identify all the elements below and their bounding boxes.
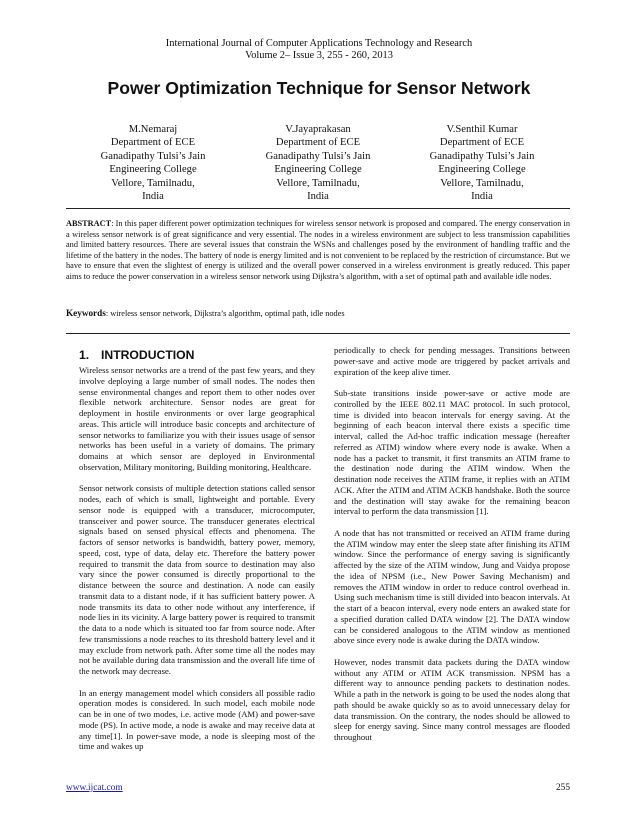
- author-city: Vellore, Tamilnadu,: [440, 177, 524, 189]
- divider: [66, 333, 570, 334]
- keywords: Keywords: wireless sensor network, Dijkstra’s algorithm, optimal path, idle nodes: [66, 308, 345, 318]
- author-dept: Department of ECE: [439, 137, 525, 149]
- author-name: V.Senthil Kumar: [446, 124, 518, 135]
- author-dept: Department of ECE: [275, 137, 361, 149]
- author-country: India: [142, 191, 164, 203]
- author-college: Ganadipathy Tulsi’s Jain: [429, 150, 535, 162]
- author-college: Ganadipathy Tulsi’s Jain: [100, 150, 206, 162]
- divider: [66, 208, 570, 209]
- author-college: Engineering College: [109, 164, 197, 176]
- journal-volume: Volume 2– Issue 3, 255 - 260, 2013: [245, 50, 393, 62]
- paragraph: However, nodes transmit data packets during the DATA window without any ATIM or ATIM ACK transmission. NPSM has a different way to announce pending packets to destination nodes. While a path in the network is going to be used the nodes along that path should be awake quickly so as to avoid unnecessary delay for data transmission. On the contrary, the nodes should be allowed to sleep for energy saving. Since many control messages are flooded throughout: [334, 656, 570, 742]
- author-college: Engineering College: [438, 164, 526, 176]
- author-block: [228, 123, 408, 203]
- author-country: India: [471, 191, 493, 203]
- abstract-text: In this paper different power optimization techniques for wireless sensor network is proposed and compared. The energy conservation in a wireless sensor network is of great significance and very essential. The nodes in a wireless environment are subject to less transmission capabilities and limited battery resources. There are several issues that constrain the WSNs and challenges posed by the environment of handling traffic and the lifetime of the battery in the nodes. The battery of node is energy limited and is not convenient to be replaced by the restriction of circumstance. But we have to ensure that even the slightest of energy is utilized and the overall power conserved in a wireless environment is greatly reduced. This paper aims to reduce the power conservation in a wireless sensor network using Dijkstra’s algorithm, with a set of optimal path and available idle nodes.: [66, 219, 570, 281]
- author-dept: Department of ECE: [110, 137, 196, 149]
- right-column: [334, 345, 570, 754]
- paper-title: Power Optimization Technique for Sensor Network: [107, 78, 531, 98]
- abstract-label: ABSTRACT: [66, 219, 112, 228]
- paragraph: Sensor network consists of multiple detection stations called sensor nodes, each of which is small, lightweight and portable. Every sensor node is equipped with a transducer, microcomputer, transceiver and power source. The transducer generates electrical signals based on sensed physical effects and phenomena. The factors of sensor networks is bandwidth, battery power, memory, speed, cost, type of data, delay etc. Therefore the battery power required to transmit the data from source to destination may also vary since the power consumed is directly proportional to the distance between the source and destination. A node can easily transmit data to a distant node, if it has sufficient battery power. A node transmits its data to other node without any interference, if node lies in its vicinity. A large battery power is required to transmit the data to a node which is situated too far from source node. After few transmissions a node reaches to its threshold battery level and it may exclude from network path. After some time all the nodes may not be available during data transmission and the overall life time of the network may decrease.: [79, 483, 315, 676]
- footer-link[interactable]: www.ijcat.com: [66, 783, 123, 793]
- author-name: M.Nemaraj: [128, 124, 178, 135]
- keywords-label: Keywords: [66, 308, 106, 318]
- section-title: INTRODUCTION: [101, 348, 195, 362]
- keywords-text: wireless sensor network, Dijkstra’s algorithm, optimal path, idle nodes: [110, 309, 345, 318]
- paragraph: Wireless sensor networks are a trend of the past few years, and they involve deploying a large number of small nodes. The nodes then sense environmental changes and report them to other nodes over flexible network architecture. Sensor nodes are great for deployment in hostile environments or over large geographical areas. This article will introduce basic concepts and architecture of sensor networks to familiarize you with their issues usage of sensor networks has been useful in a variety of domains. The primary domains at which sensor are deployed in Environmental observation, Military monitoring, Building monitoring, Healthcare.: [79, 365, 315, 472]
- author-name: V.Jayaprakasan: [285, 124, 351, 135]
- author-college: Ganadipathy Tulsi’s Jain: [265, 150, 371, 162]
- journal-header: [0, 38, 638, 63]
- paragraph: periodically to check for pending messages. Transitions between power-save and active mode are triggered by packet arrivals and expiration of the keep alive timer.: [334, 345, 570, 377]
- paragraph: A node that has not transmitted or received an ATIM frame during the ATIM window may enter the sleep state after finishing its ATIM window. Since the performance of energy saving is significantly affected by the size of the ATIM window, Jung and Vaidya propose the idea of NPSM (i.e., New Power Saving Mechanism) and removes the ATIM window in order to reduce control overhead in. Using such mechanism time is still divided into beacon intervals. At the start of a beacon interval, every node enters an awaked state for a specified duration called DATA window [2]. The DATA window can be considered analogous to the ATIM window as mentioned above since every node is awake during the DATA window.: [334, 527, 570, 646]
- left-column: [79, 348, 315, 763]
- author-block: [63, 123, 243, 203]
- author-college: Engineering College: [274, 164, 362, 176]
- paragraph: Sub-state transitions inside power-save or active mode are controlled by the IEEE 802.11 MAC protocol. In such protocol, time is divided into beacon intervals for energy saving. At the beginning of each beacon interval there exists a specific time interval, called the Ad-hoc traffic indication message (hereafter referred as ATIM) window where every node is awake. When a node has a packet to transmit, it first transmits an ATIM frame to the destination node during the ATIM window. When the destination node receives the ATIM frame, it replies with an ATIM ACK. After the ATIM and ATIM ACKB handshake. Both the source and the destination will stay awake for the remaining beacon interval to perform the data transmission [1].: [334, 388, 570, 517]
- author-country: India: [307, 191, 329, 203]
- section-heading: [79, 348, 315, 362]
- abstract: ABSTRACT: In this paper different power optimization techniques for wireless sensor network is proposed and compared. The energy conservation in a wireless sensor network is of great significance and very essential. The nodes in a wireless environment are subject to less transmission capabilities and limited battery resources. There are several issues that constrain the WSNs and challenges posed by the environment of handling traffic and the lifetime of the battery in the nodes. The battery of node is energy limited and is not convenient to be replaced by the restriction of circumstance. But we have to ensure that even the slightest of energy is utilized and the overall power conserved in a wireless environment is greatly reduced. This paper aims to reduce the power conservation in a wireless sensor network using Dijkstra’s algorithm, with a set of optimal path and available idle nodes.: [66, 219, 570, 281]
- paragraph: In an energy management model which considers all possible radio operation modes is considered. In such model, each mobile node can be in one of two modes, i.e. active mode (AM) and power-save mode (PS). In active mode, a node is awake and may receive data at any time[1]. In power-save mode, a node is sleeping most of the time and wakes up: [79, 687, 315, 752]
- author-city: Vellore, Tamilnadu,: [276, 177, 360, 189]
- author-city: Vellore, Tamilnadu,: [111, 177, 195, 189]
- author-block: [392, 123, 572, 203]
- journal-name: International Journal of Computer Applications Technology and Research: [165, 38, 473, 49]
- page-number: 255: [555, 783, 570, 793]
- section-number: 1.: [79, 348, 90, 362]
